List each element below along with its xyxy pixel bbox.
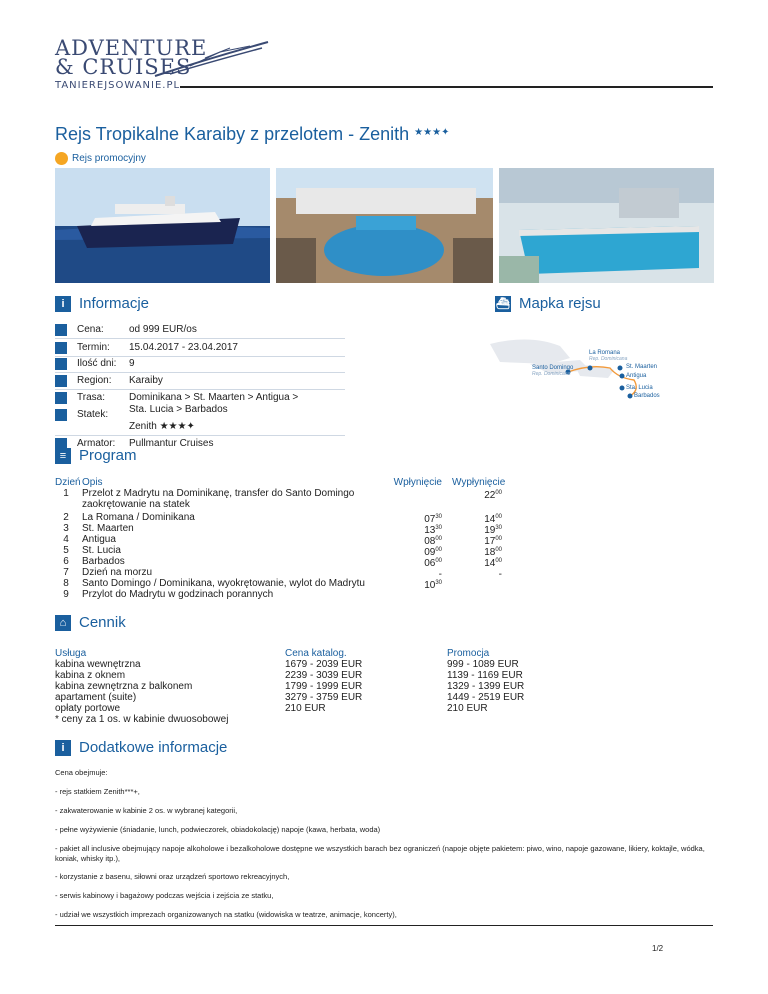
out-hour: 17 [484, 536, 496, 547]
price-catalog: 2239 - 3039 EUR [285, 670, 363, 681]
calendar-icon [55, 342, 67, 354]
row-desc: Antigua [82, 534, 116, 545]
info-row-price [55, 324, 299, 336]
info-value: Dominikana > St. Maarten > Antigua > Sta. Lucia > Barbados [129, 392, 299, 415]
in-hour: 06 [424, 558, 436, 569]
ship-small-icon [55, 409, 67, 421]
map-st-maarten: St. Maarten [626, 364, 658, 370]
out-minute: 00 [495, 514, 502, 520]
row-day: 6 [63, 556, 69, 567]
extra-line: - pakiet all inclusive obejmujący napoje alkoholowe i bezalkoholowe dostępne we wszystkich barach bez ograniczeń (napoje objęte pakietem: piwo, wino, napoje gazowane, likiery, koktajle, wódka, koniak, whisky itp.), [55, 844, 705, 863]
ship-icon: ⛴ [495, 296, 511, 312]
map-sta-lucia: Sta. Lucia [626, 385, 653, 391]
map-santo-domingo-sub: Rep. Dominicana [532, 371, 571, 377]
table-row [55, 589, 525, 600]
brand-line1: ADVENTURE [55, 36, 208, 60]
row-desc: Dzień na morzu [82, 567, 153, 578]
promo-icon [55, 152, 68, 165]
info-value: Zenith ★★★✦ [129, 421, 195, 432]
in-hour: 08 [424, 536, 436, 547]
row-day: 7 [63, 567, 69, 578]
promo-label: Rejs promocyjny [72, 153, 146, 164]
list-icon: ≡ [55, 448, 71, 464]
extra-line: - udział we wszystkich imprezach organizowanych na statku (widowiska w teatrze, animacje, koncerty), [55, 910, 397, 919]
in-hour: 13 [424, 525, 436, 536]
map-la-romana-sub: Rep. Dominicana [589, 356, 628, 362]
info-value: 9 [129, 358, 135, 369]
brand-line3: TANIEREJSOWANIE.PL [55, 80, 181, 91]
route-icon [55, 392, 67, 404]
in-hour: - [438, 569, 442, 580]
info-divider [55, 435, 345, 436]
price-note: * ceny za 1 os. w kabinie dwuosobowej [55, 714, 229, 725]
map-label-santo-domingo [532, 365, 573, 377]
price-promo: 1449 - 2519 EUR [447, 692, 525, 703]
price-promo: 999 - 1089 EUR [447, 659, 519, 670]
price-header-catalog: Cena katalog. [285, 648, 347, 659]
in-minute: 00 [435, 547, 442, 553]
program-section-header [55, 447, 137, 464]
row-day: 1 [63, 488, 69, 499]
price-promo: 210 EUR [447, 703, 488, 714]
row-out [452, 589, 502, 600]
out-hour: 19 [484, 525, 496, 536]
in-minute: 30 [435, 514, 442, 520]
col-day: Dzień [55, 477, 81, 488]
promo-badge [55, 152, 146, 165]
row-day: 9 [63, 589, 69, 600]
info-divider [55, 356, 345, 357]
row-day: 3 [63, 523, 69, 534]
info-row-days [55, 358, 299, 370]
info-value: Pullmantur Cruises [129, 438, 214, 449]
info-label: Termin: [77, 342, 110, 353]
pool-photo [499, 168, 714, 283]
row-desc: Santo Domingo / Dominikana, wyokrętowanie, wylot do Madrytu [82, 578, 365, 589]
row-in [392, 589, 442, 600]
extra-line: - pełne wyżywienie (śniadanie, lunch, podwieczorek, obiadokolację) napoje (kawa, herbata, woda) [55, 825, 381, 834]
page-number: 1/2 [652, 944, 664, 953]
out-minute: 00 [495, 558, 502, 564]
price-col-type [55, 648, 295, 725]
out-hour: 14 [484, 558, 496, 569]
map-section-title: Mapka rejsu [519, 295, 601, 312]
price-col-promo [447, 648, 597, 714]
info-label: Ilość dni: [77, 358, 117, 369]
program-header-row [55, 477, 525, 488]
price-header-type: Usługa [55, 648, 87, 659]
info-label: Armator: [77, 438, 116, 449]
price-catalog: 1799 - 1999 EUR [285, 681, 363, 692]
price-promo: 1139 - 1169 EUR [447, 670, 523, 681]
in-minute: 00 [435, 558, 442, 564]
info-divider [55, 389, 345, 390]
info-label: Trasa: [77, 392, 105, 403]
col-in: Wpłynięcie [393, 477, 442, 488]
price-promo: 1329 - 1399 EUR [447, 681, 525, 692]
info-row-date [55, 342, 299, 354]
row-desc: Przelot z Madrytu na Dominikanę, transfer do Santo Domingo zaokrętowanie na statek [82, 488, 355, 510]
in-hour: 09 [424, 547, 436, 558]
price-catalog: 1679 - 2039 EUR [285, 659, 363, 670]
info-section-title: Informacje [79, 295, 150, 312]
info-label: Statek: [77, 409, 109, 420]
info-icon: i [55, 296, 71, 312]
out-hour: - [498, 569, 502, 580]
price-catalog: 210 EUR [285, 703, 326, 714]
info-value: od 999 EUR/os [129, 324, 197, 335]
info-label: Region: [77, 375, 112, 386]
row-desc: St. Maarten [82, 523, 134, 534]
footer-divider [55, 925, 713, 926]
ship-photo [55, 168, 270, 283]
route-map-graphic [490, 334, 715, 409]
extra-line: - serwis kabinowy i bagażowy podczas wejścia i zejścia ze statku, [55, 891, 274, 900]
price-section-title: Cennik [79, 614, 126, 631]
info-divider [55, 372, 345, 373]
out-hour: 14 [484, 514, 496, 525]
row-desc: La Romana / Dominikana [82, 512, 195, 523]
photo-gallery [55, 168, 713, 283]
price-tag-icon: ⌂ [55, 615, 71, 631]
price-type: opłaty portowe [55, 703, 121, 714]
row-day: 5 [63, 545, 69, 556]
row-day: 4 [63, 534, 69, 545]
extra-line: Cena obejmuje: [55, 768, 108, 777]
extra-section-title: Dodatkowe informacje [79, 739, 228, 756]
calendar-days-icon [55, 358, 67, 370]
price-type: kabina wewnętrzna [55, 659, 141, 670]
out-hour: 22 [484, 490, 496, 501]
in-minute: 30 [435, 580, 442, 586]
map-section-header [495, 295, 601, 312]
table-row [55, 488, 525, 510]
price-header-promo: Promocja [447, 648, 490, 659]
info-label: Cena: [77, 324, 104, 335]
map-santo-domingo: Santo Domingo [532, 365, 574, 371]
row-desc: Barbados [82, 556, 125, 567]
info-section-header [55, 295, 149, 312]
program-section-title: Program [79, 447, 137, 464]
map-barbados: Barbados [634, 393, 660, 399]
in-hour: 07 [424, 514, 436, 525]
map-label-la-romana [589, 350, 627, 362]
globe-icon [55, 375, 67, 387]
out-minute: 00 [495, 536, 502, 542]
price-col-catalog [285, 648, 435, 714]
price-type: kabina zewnętrzna z balkonem [55, 681, 193, 692]
out-minute: 30 [495, 525, 502, 531]
page-title [55, 124, 449, 145]
extra-line: - korzystanie z basenu, siłowni oraz urządzeń sportowo rekreacyjnych, [55, 872, 290, 881]
col-out: Wypłynięcie [452, 477, 506, 488]
brand-line2: & CRUISES [55, 55, 192, 79]
in-hour: 10 [424, 580, 436, 591]
map-la-romana: La Romana [589, 350, 621, 356]
info-row-region [55, 375, 299, 387]
row-day: 2 [63, 512, 69, 523]
in-minute: 00 [435, 536, 442, 542]
out-minute: 00 [495, 547, 502, 553]
info-value: Karaiby [129, 375, 163, 386]
out-hour: 18 [484, 547, 496, 558]
info-divider [55, 338, 345, 339]
title-text: Rejs Tropikalne Karaiby z przelotem - Zenith [55, 124, 410, 144]
extra-line: - zakwaterowanie w kabinie 2 os. w wybranej kategorii, [55, 806, 238, 815]
in-minute: 30 [435, 525, 442, 531]
pool-deck-photo [276, 168, 493, 283]
map-antigua: Antigua [626, 373, 647, 379]
header-divider [180, 86, 713, 88]
price-type: apartament (suite) [55, 692, 137, 703]
title-stars: ★★★✦ [414, 127, 450, 138]
price-catalog: 3279 - 3759 EUR [285, 692, 363, 703]
out-minute: 00 [495, 490, 502, 496]
row-desc: St. Lucia [82, 545, 121, 556]
price-type: kabina z oknem [55, 670, 126, 681]
price-section-header [55, 614, 126, 631]
info-row-ship [55, 406, 299, 433]
row-day: 8 [63, 578, 69, 589]
price-tag-icon [55, 324, 67, 336]
route-map [490, 334, 715, 409]
extra-section-header [55, 739, 227, 756]
col-desc: Opis [82, 477, 103, 488]
row-in [392, 488, 442, 510]
extra-line: - rejs statkiem Zenith***+, [55, 787, 140, 796]
info-icon: i [55, 740, 71, 756]
info-value: 15.04.2017 - 23.04.2017 [129, 342, 238, 353]
row-desc: Przylot do Madrytu w godzinach porannych [82, 589, 274, 600]
row-out [452, 488, 502, 510]
